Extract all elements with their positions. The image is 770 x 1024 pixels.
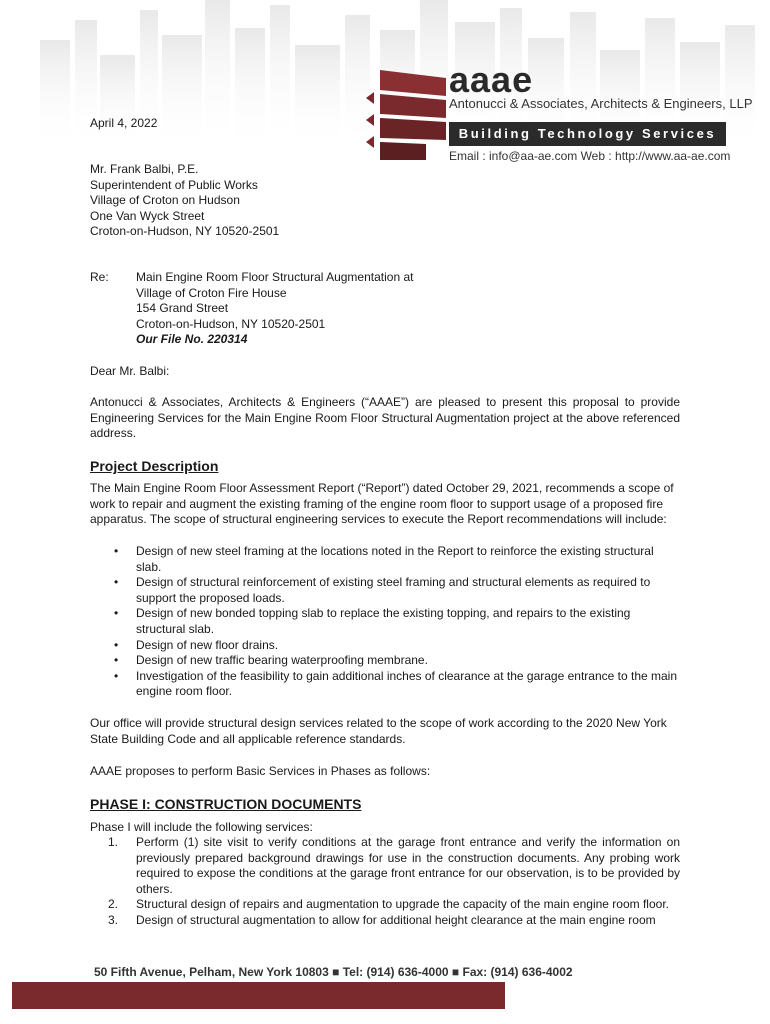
phase1-services-list bbox=[90, 835, 680, 929]
bullet-text: Design of new floor drains. bbox=[136, 637, 279, 652]
re-line: 154 Grand Street bbox=[136, 301, 229, 316]
item-number: 2. bbox=[108, 897, 119, 912]
bullet-text: Design of new bonded topping slab to replace the existing topping, and repairs to the existing structural slab. bbox=[136, 606, 631, 636]
list-item bbox=[90, 897, 680, 913]
footer-tel: Tel: (914) 636-4000 bbox=[342, 965, 449, 979]
office-paragraph: Our office will provide structural design services related to the scope of work according to the 2020 New York State Building Code and all applicable reference standards. bbox=[90, 716, 667, 746]
recipient-line: Superintendent of Public Works bbox=[90, 177, 258, 192]
brand-wordmark: aaae bbox=[449, 59, 534, 100]
recipient-line: One Van Wyck Street bbox=[90, 208, 205, 223]
re-label: Re: bbox=[90, 270, 109, 284]
firm-name: Antonucci & Associates, Architects & Engineers, LLP bbox=[449, 96, 753, 111]
item-text: Structural design of repairs and augmentation to upgrade the capacity of the main engine room floor. bbox=[136, 897, 669, 912]
square-separator-icon: ■ bbox=[451, 965, 460, 979]
recipient-line: Village of Croton on Hudson bbox=[90, 193, 240, 208]
footer-bar bbox=[12, 982, 505, 1009]
re-subject bbox=[136, 270, 676, 348]
list-item bbox=[90, 575, 680, 606]
square-separator-icon: ■ bbox=[332, 965, 340, 979]
intro-paragraph: Antonucci & Associates, Architects & Engineers (“AAAE”) are pleased to present this proposal to provide Engineering Services for the Main Engine Room Floor Structural Augmentation project at the above referenced address. bbox=[90, 395, 680, 441]
bullet-text: Design of new steel framing at the locations noted in the Report to reinforce the existing structural slab. bbox=[136, 544, 654, 574]
letter-date: April 4, 2022 bbox=[90, 116, 158, 130]
salutation: Dear Mr. Balbi: bbox=[90, 364, 170, 378]
scope-bullet-list bbox=[90, 544, 680, 700]
bullet-text: Design of new traffic bearing waterproofing membrane. bbox=[136, 653, 428, 668]
recipient-line: Croton-on-Hudson, NY 10520-2501 bbox=[90, 224, 280, 239]
bullet-icon: • bbox=[114, 637, 119, 652]
list-item bbox=[90, 544, 680, 575]
aaae-logo-icon bbox=[366, 70, 446, 160]
recipient-line: Mr. Frank Balbi, P.E. bbox=[90, 162, 199, 176]
re-line: Village of Croton Fire House bbox=[136, 285, 287, 300]
item-text: Perform (1) site visit to verify conditions at the garage front entrance and verify the information on previously prepared background drawings for use in the construction documents. Any probing work required to expose the conditions at the garage front entrance for our observation, is to be provided by others. bbox=[136, 835, 680, 896]
footer-address: 50 Fifth Avenue, Pelham, New York 10803 bbox=[94, 965, 329, 979]
project-description-paragraph: The Main Engine Room Floor Assessment Report (“Report”) dated October 29, 2021, recommends a scope of work to repair and augment the existing framing of the engine room floor to support usage of a proposed fire apparatus. The scope of structural engineering services to execute the Report recommendations will include: bbox=[90, 481, 674, 527]
list-item bbox=[90, 638, 680, 654]
project-description-heading: Project Description bbox=[90, 458, 219, 474]
recipient-address bbox=[90, 162, 680, 240]
list-item bbox=[90, 606, 680, 637]
item-number: 3. bbox=[108, 912, 119, 927]
item-number: 1. bbox=[108, 835, 119, 849]
file-number: Our File No. 220314 bbox=[136, 332, 248, 347]
contact-line: Email : info@aa-ae.com Web : http://www.aa-ae.com bbox=[449, 149, 731, 163]
bullet-icon: • bbox=[114, 668, 119, 683]
phase1-intro: Phase I will include the following services: bbox=[90, 820, 313, 834]
proposes-paragraph: AAAE proposes to perform Basic Services in Phases as follows: bbox=[90, 764, 431, 778]
list-item bbox=[90, 669, 680, 700]
bullet-icon: • bbox=[114, 653, 119, 668]
re-line: Main Engine Room Floor Structural Augmentation at bbox=[136, 270, 414, 284]
footer-fax: Fax: (914) 636-4002 bbox=[462, 965, 573, 979]
bullet-icon: • bbox=[114, 575, 119, 590]
phase1-heading: PHASE I: CONSTRUCTION DOCUMENTS bbox=[90, 796, 362, 812]
bullet-text: Design of structural reinforcement of existing steel framing and structural elements as required to support the proposed loads. bbox=[136, 575, 651, 605]
item-text: Design of structural augmentation to allow for additional height clearance at the main engine room bbox=[136, 912, 656, 927]
re-line: Croton-on-Hudson, NY 10520-2501 bbox=[136, 316, 326, 331]
list-item bbox=[90, 913, 680, 929]
bullet-icon: • bbox=[114, 544, 119, 558]
footer-contact bbox=[94, 965, 573, 980]
bullet-icon: • bbox=[114, 606, 119, 621]
bullet-text: Investigation of the feasibility to gain additional inches of clearance at the garage entrance to the main engine room floor. bbox=[136, 668, 678, 699]
list-item bbox=[90, 653, 680, 669]
division-banner: Building Technology Services bbox=[449, 122, 726, 146]
list-item bbox=[90, 835, 680, 897]
